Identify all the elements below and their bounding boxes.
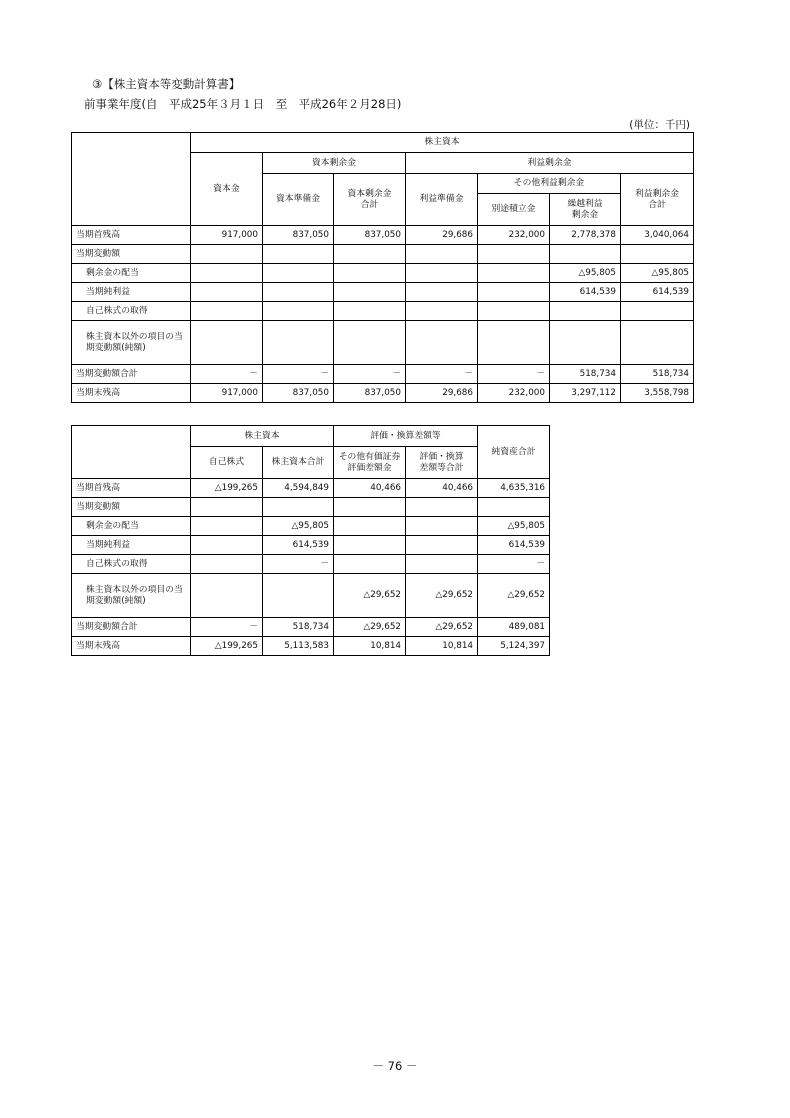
value-cell: △29,652 xyxy=(406,618,478,637)
value-cell: 29,686 xyxy=(406,226,478,245)
value-cell xyxy=(334,321,406,365)
value-cell xyxy=(478,283,550,302)
value-cell xyxy=(406,321,478,365)
value-cell: 917,000 xyxy=(191,226,263,245)
value-cell: 837,050 xyxy=(334,384,406,403)
value-cell: △95,805 xyxy=(263,517,334,536)
table-row xyxy=(72,618,550,637)
carried-forward-header: 繰越利益 剰余金 xyxy=(550,194,621,226)
value-cell xyxy=(406,302,478,321)
value-cell: 232,000 xyxy=(478,226,550,245)
table-row xyxy=(72,283,694,302)
value-cell: － xyxy=(191,365,263,384)
value-cell xyxy=(191,498,263,517)
equity-changes-table-2 xyxy=(71,425,550,656)
value-cell: 837,050 xyxy=(263,226,334,245)
value-cell xyxy=(263,264,334,283)
other-retained-header: その他利益剰余金 xyxy=(478,174,621,194)
value-cell: △199,265 xyxy=(191,479,263,498)
capital-header: 資本金 xyxy=(191,153,263,226)
value-cell: 2,778,378 xyxy=(550,226,621,245)
value-cell: 10,814 xyxy=(334,637,406,656)
value-cell: 3,297,112 xyxy=(550,384,621,403)
value-cell: △95,805 xyxy=(550,264,621,283)
value-cell xyxy=(621,321,694,365)
table-row xyxy=(72,637,550,656)
row-label: 当期変動額 xyxy=(72,498,191,517)
value-cell: 518,734 xyxy=(550,365,621,384)
value-cell xyxy=(334,536,406,555)
value-cell xyxy=(263,245,334,264)
value-cell xyxy=(406,245,478,264)
row-label: 当期末残高 xyxy=(72,637,191,656)
row-label: 剰余金の配当 xyxy=(72,264,191,283)
value-cell: 917,000 xyxy=(191,384,263,403)
value-cell: 29,686 xyxy=(406,384,478,403)
row-label: 株主資本以外の項目の当期変動額(純額) xyxy=(72,321,191,365)
row-label: 当期純利益 xyxy=(72,283,191,302)
row-label: 当期変動額 xyxy=(72,245,191,264)
value-cell xyxy=(334,517,406,536)
value-cell: 837,050 xyxy=(263,384,334,403)
value-cell xyxy=(191,536,263,555)
table-row xyxy=(72,574,550,618)
value-cell xyxy=(263,283,334,302)
table-row xyxy=(72,517,550,536)
table-row xyxy=(72,555,550,574)
value-cell: △29,652 xyxy=(406,574,478,618)
retained-total-header: 利益剰余金 合計 xyxy=(621,174,694,226)
section-heading: ③【株主資本等変動計算書】 xyxy=(92,77,241,91)
value-cell xyxy=(263,574,334,618)
net-assets-total-header: 純資産合計 xyxy=(478,426,550,479)
value-cell: 3,558,798 xyxy=(621,384,694,403)
value-cell: 489,081 xyxy=(478,618,550,637)
value-cell xyxy=(263,321,334,365)
capital-surplus-header: 資本剰余金 xyxy=(263,153,406,174)
equity-total-header: 株主資本合計 xyxy=(263,447,334,479)
value-cell xyxy=(406,555,478,574)
value-cell: － xyxy=(478,555,550,574)
value-cell: 5,113,583 xyxy=(263,637,334,656)
value-cell xyxy=(334,283,406,302)
value-cell xyxy=(621,302,694,321)
value-cell: 614,539 xyxy=(263,536,334,555)
value-cell: － xyxy=(478,365,550,384)
value-cell: － xyxy=(191,618,263,637)
value-cell xyxy=(550,302,621,321)
capital-reserve-header: 資本準備金 xyxy=(263,174,334,226)
table-row xyxy=(72,479,550,498)
value-cell: － xyxy=(263,555,334,574)
row-label-header xyxy=(72,133,191,226)
row-label: 自己株式の取得 xyxy=(72,555,191,574)
value-cell xyxy=(478,264,550,283)
value-cell: △29,652 xyxy=(478,574,550,618)
value-cell: 4,594,849 xyxy=(263,479,334,498)
row-label: 当期末残高 xyxy=(72,384,191,403)
value-cell xyxy=(478,498,550,517)
value-cell xyxy=(263,302,334,321)
value-cell: 40,466 xyxy=(334,479,406,498)
value-cell xyxy=(406,283,478,302)
value-cell xyxy=(191,264,263,283)
value-cell: 4,635,316 xyxy=(478,479,550,498)
value-cell xyxy=(478,245,550,264)
row-label-header xyxy=(72,426,191,479)
row-label: 剰余金の配当 xyxy=(72,517,191,536)
valuation-header: 評価・換算差額等 xyxy=(334,426,478,447)
shareholders-equity-header: 株主資本 xyxy=(191,426,334,447)
value-cell: 3,040,064 xyxy=(621,226,694,245)
row-label: 当期純利益 xyxy=(72,536,191,555)
value-cell: 837,050 xyxy=(334,226,406,245)
value-cell: 518,734 xyxy=(263,618,334,637)
unit-label: (単位：千円) xyxy=(629,119,690,131)
table-row xyxy=(72,264,694,283)
value-cell: 40,466 xyxy=(406,479,478,498)
legal-reserve-header: 利益準備金 xyxy=(406,174,478,226)
value-cell xyxy=(478,321,550,365)
value-cell xyxy=(334,555,406,574)
value-cell: 614,539 xyxy=(621,283,694,302)
capital-surplus-total-header: 資本剰余金 合計 xyxy=(334,174,406,226)
table-row xyxy=(72,365,694,384)
value-cell xyxy=(191,245,263,264)
table-row xyxy=(72,498,550,517)
value-cell xyxy=(406,517,478,536)
retained-earnings-header: 利益剰余金 xyxy=(406,153,694,174)
value-cell xyxy=(191,517,263,536)
value-cell: 614,539 xyxy=(550,283,621,302)
value-cell xyxy=(550,321,621,365)
row-label: 自己株式の取得 xyxy=(72,302,191,321)
value-cell: △29,652 xyxy=(334,618,406,637)
value-cell: △95,805 xyxy=(621,264,694,283)
separate-reserve-header: 別途積立金 xyxy=(478,194,550,226)
row-label: 当期首残高 xyxy=(72,479,191,498)
value-cell xyxy=(191,555,263,574)
table-row xyxy=(72,245,694,264)
value-cell xyxy=(406,536,478,555)
value-cell: 518,734 xyxy=(621,365,694,384)
value-cell xyxy=(406,264,478,283)
value-cell: 614,539 xyxy=(478,536,550,555)
row-label: 当期変動額合計 xyxy=(72,365,191,384)
value-cell xyxy=(191,321,263,365)
table-1-body xyxy=(72,226,694,403)
value-cell xyxy=(263,498,334,517)
value-cell xyxy=(478,302,550,321)
table-2-body xyxy=(72,479,550,656)
table-row xyxy=(72,536,550,555)
value-cell: △95,805 xyxy=(478,517,550,536)
shareholders-equity-header: 株主資本 xyxy=(191,133,694,153)
table-row xyxy=(72,226,694,245)
row-label: 株主資本以外の項目の当期変動額(純額) xyxy=(72,574,191,618)
value-cell xyxy=(334,498,406,517)
value-cell xyxy=(334,264,406,283)
table-row xyxy=(72,384,694,403)
table-row xyxy=(72,321,694,365)
value-cell: △29,652 xyxy=(334,574,406,618)
value-cell: △199,265 xyxy=(191,637,263,656)
value-cell xyxy=(621,245,694,264)
value-cell: 232,000 xyxy=(478,384,550,403)
value-cell: － xyxy=(263,365,334,384)
value-cell xyxy=(191,574,263,618)
table-row xyxy=(72,302,694,321)
value-cell: 5,124,397 xyxy=(478,637,550,656)
value-cell: 10,814 xyxy=(406,637,478,656)
row-label: 当期変動額合計 xyxy=(72,618,191,637)
value-cell xyxy=(334,302,406,321)
value-cell: － xyxy=(334,365,406,384)
page-number: － 76 － xyxy=(372,1059,418,1073)
value-cell xyxy=(406,498,478,517)
value-cell xyxy=(550,245,621,264)
value-cell: － xyxy=(406,365,478,384)
fiscal-period: 前事業年度(自 平成25年３月１日 至 平成26年２月28日) xyxy=(84,97,402,111)
value-cell xyxy=(191,283,263,302)
value-cell xyxy=(191,302,263,321)
securities-valuation-header: その他有価証券 評価差額金 xyxy=(334,447,406,479)
value-cell xyxy=(334,245,406,264)
row-label: 当期首残高 xyxy=(72,226,191,245)
equity-changes-table-1 xyxy=(71,132,694,403)
valuation-total-header: 評価・換算 差額等合計 xyxy=(406,447,478,479)
treasury-stock-header: 自己株式 xyxy=(191,447,263,479)
